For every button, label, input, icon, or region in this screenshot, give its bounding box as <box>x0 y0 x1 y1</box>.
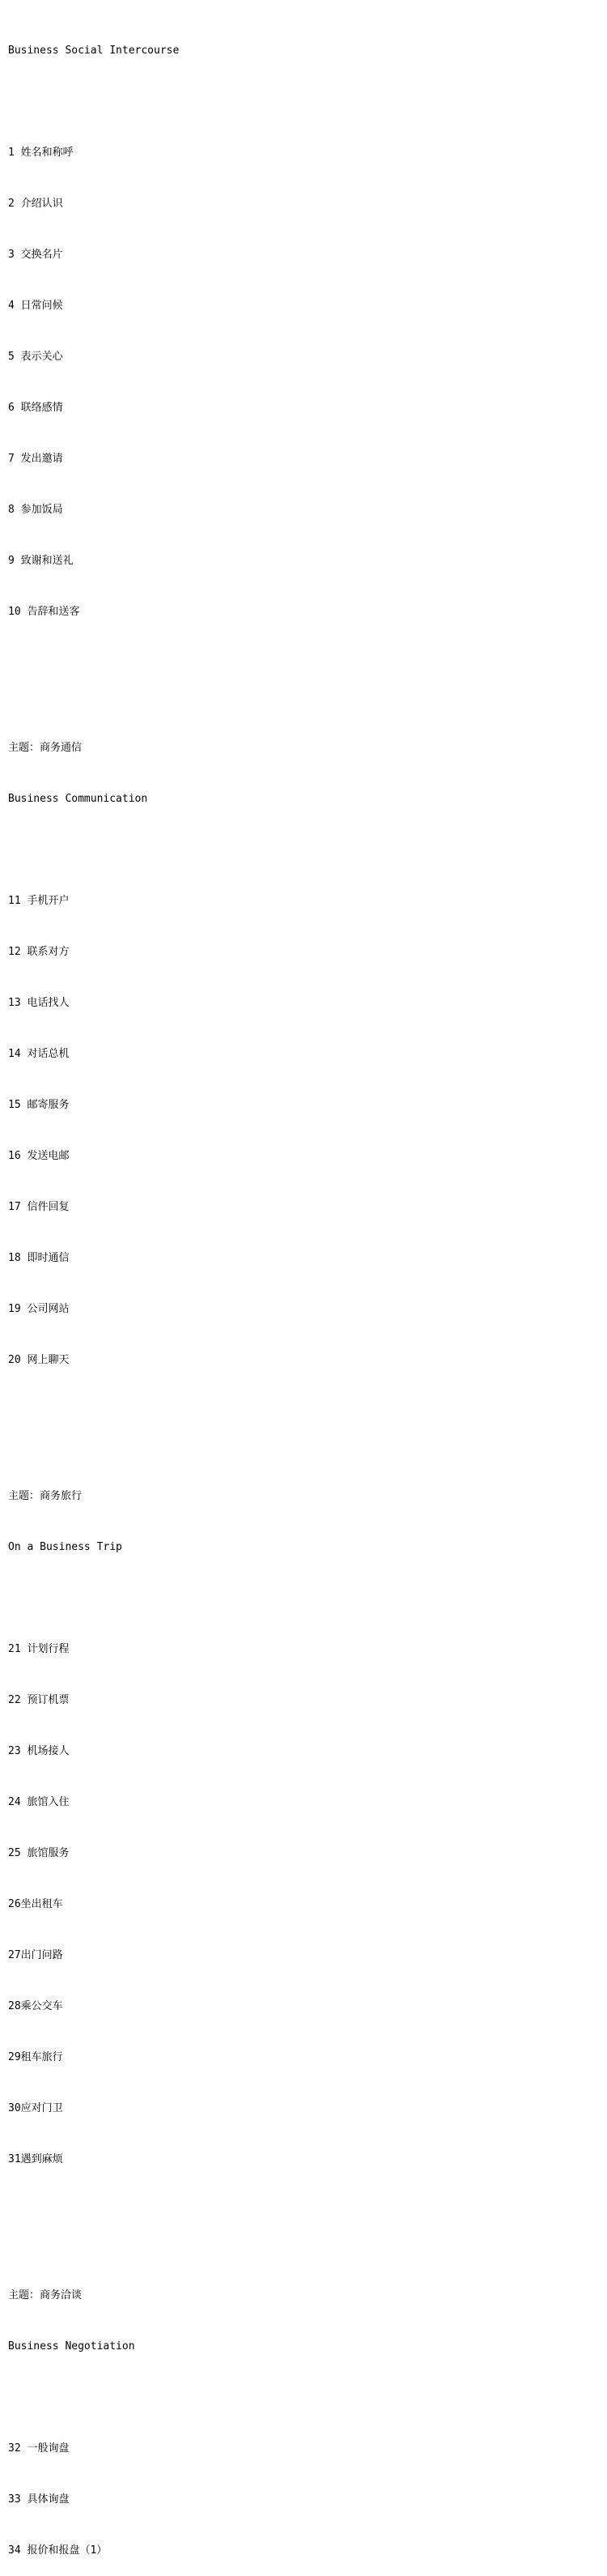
blank-line <box>8 841 599 858</box>
list-item: 16 发送电邮 <box>8 1150 70 1162</box>
list-item: 18 即时通信 <box>8 1252 70 1264</box>
section-heading-en: Business Negotiation <box>8 2340 135 2352</box>
list-item: 22 预订机票 <box>8 1694 70 1706</box>
blank-line <box>8 1590 599 1607</box>
list-item: 24 旅馆入住 <box>8 1796 70 1808</box>
list-item: 2 介绍认识 <box>8 198 63 210</box>
list-item: 3 交换名片 <box>8 249 63 261</box>
list-item: 5 表示关心 <box>8 351 63 363</box>
list-item: 20 网上聊天 <box>8 1354 70 1366</box>
section-heading-en: On a Business Trip <box>8 1541 122 1553</box>
list-item: 23 机场接人 <box>8 1745 70 1757</box>
blank-line <box>8 93 599 110</box>
list-item: 10 告辞和送客 <box>8 606 80 618</box>
list-item: 9 致谢和送礼 <box>8 555 74 567</box>
list-item: 4 日常问候 <box>8 300 63 312</box>
list-item: 17 信件回复 <box>8 1201 70 1213</box>
list-item: 15 邮寄服务 <box>8 1099 70 1111</box>
list-item: 31遇到麻烦 <box>8 2153 63 2165</box>
blank-line <box>8 654 599 671</box>
list-item: 12 联系对方 <box>8 946 70 958</box>
document-body <box>8 0 599 2576</box>
blank-line <box>8 1403 599 1420</box>
list-item: 14 对话总机 <box>8 1048 70 1060</box>
list-item: 27出门问路 <box>8 1949 63 1961</box>
list-item: 30应对门卫 <box>8 2102 63 2114</box>
section-heading-zh: 主题：商务旅行 <box>8 1490 83 1502</box>
section-heading-zh: 主题：商务洽谈 <box>8 2289 83 2301</box>
list-item: 25 旅馆服务 <box>8 1847 70 1859</box>
list-item: 26坐出租车 <box>8 1898 63 1910</box>
list-item: 32 一般询盘 <box>8 2442 70 2455</box>
list-item: 8 参加饭局 <box>8 504 63 516</box>
list-item: 34 报价和报盘（1） <box>8 2544 108 2557</box>
list-item: 29租车旅行 <box>8 2051 63 2063</box>
list-item: 7 发出邀请 <box>8 453 63 465</box>
list-item: 21 计划行程 <box>8 1643 70 1655</box>
blank-line <box>8 2389 599 2406</box>
list-item: 11 手机开户 <box>8 895 70 907</box>
section-heading-en: Business Social Intercourse <box>8 45 180 57</box>
blank-line <box>8 2202 599 2219</box>
list-item: 19 公司网站 <box>8 1303 70 1315</box>
list-item: 1 姓名和称呼 <box>8 147 74 159</box>
list-item: 33 具体询盘 <box>8 2493 70 2506</box>
section-heading-en: Business Communication <box>8 793 148 805</box>
section-heading-zh: 主题：商务通信 <box>8 742 83 754</box>
list-item: 6 联络感情 <box>8 402 63 414</box>
list-item: 13 电话找人 <box>8 997 70 1009</box>
list-item: 28乘公交车 <box>8 2000 63 2012</box>
